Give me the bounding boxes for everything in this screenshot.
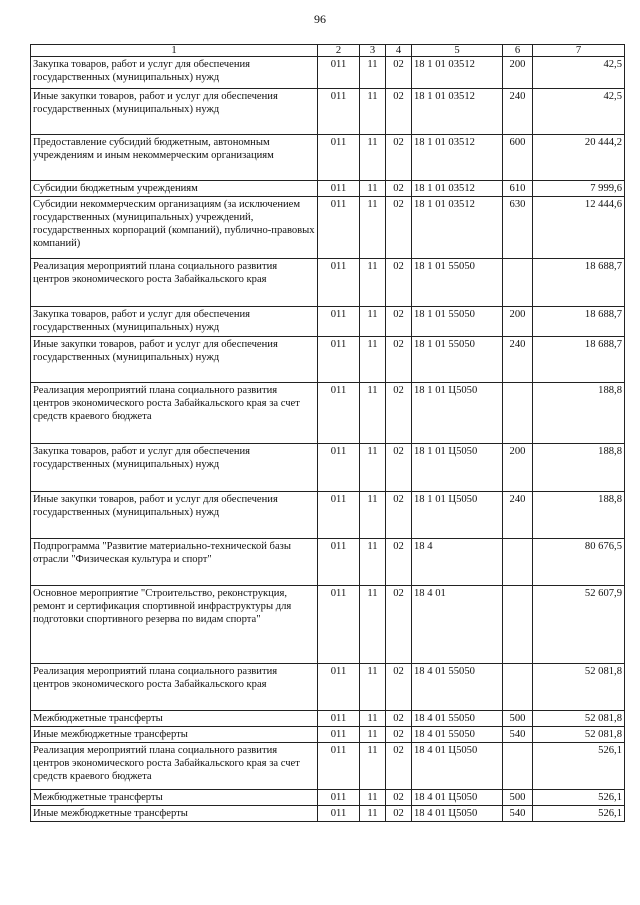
table-row — [31, 790, 625, 806]
page-number: 96 — [314, 12, 326, 26]
cell-target-article: 18 4 — [412, 539, 503, 586]
table-row — [31, 727, 625, 743]
cell-admin-code: 011 — [318, 711, 360, 727]
table-row — [31, 711, 625, 727]
cell-expense-type: 240 — [503, 89, 533, 135]
cell-expense-type: 500 — [503, 790, 533, 806]
table-row — [31, 806, 625, 822]
header-col-1: 1 — [31, 45, 318, 57]
cell-name: Межбюджетные трансферты — [31, 790, 318, 806]
cell-name: Иные межбюджетные трансферты — [31, 727, 318, 743]
cell-amount: 526,1 — [533, 806, 625, 822]
cell-section: 11 — [360, 383, 386, 444]
cell-admin-code: 011 — [318, 444, 360, 492]
cell-subsection: 02 — [386, 259, 412, 307]
cell-subsection: 02 — [386, 57, 412, 89]
cell-admin-code: 011 — [318, 135, 360, 181]
cell-target-article: 18 1 01 Ц5050 — [412, 444, 503, 492]
cell-target-article: 18 4 01 — [412, 586, 503, 664]
cell-expense-type: 540 — [503, 727, 533, 743]
cell-expense-type: 240 — [503, 337, 533, 383]
table-row — [31, 444, 625, 492]
cell-admin-code: 011 — [318, 539, 360, 586]
cell-admin-code: 011 — [318, 57, 360, 89]
cell-subsection: 02 — [386, 711, 412, 727]
cell-amount: 52 081,8 — [533, 711, 625, 727]
cell-section: 11 — [360, 711, 386, 727]
cell-expense-type: 200 — [503, 307, 533, 337]
table-row — [31, 743, 625, 790]
table-row — [31, 307, 625, 337]
cell-admin-code: 011 — [318, 727, 360, 743]
cell-subsection: 02 — [386, 743, 412, 790]
header-col-6: 6 — [503, 45, 533, 57]
cell-amount: 52 081,8 — [533, 727, 625, 743]
table-row — [31, 181, 625, 197]
cell-amount: 18 688,7 — [533, 259, 625, 307]
cell-section: 11 — [360, 307, 386, 337]
header-row — [31, 45, 625, 57]
cell-amount: 18 688,7 — [533, 307, 625, 337]
cell-section: 11 — [360, 790, 386, 806]
cell-target-article: 18 4 01 55050 — [412, 664, 503, 711]
cell-section: 11 — [360, 181, 386, 197]
cell-name: Закупка товаров, работ и услуг для обеспечения государственных (муниципальных) нужд — [31, 57, 318, 89]
cell-name: Субсидии бюджетным учреждениям — [31, 181, 318, 197]
cell-target-article: 18 1 01 55050 — [412, 259, 503, 307]
cell-amount: 12 444,6 — [533, 197, 625, 259]
cell-admin-code: 011 — [318, 664, 360, 711]
cell-admin-code: 011 — [318, 790, 360, 806]
table-row — [31, 337, 625, 383]
cell-target-article: 18 1 01 55050 — [412, 337, 503, 383]
cell-expense-type: 200 — [503, 444, 533, 492]
cell-expense-type: 540 — [503, 806, 533, 822]
table-row — [31, 383, 625, 444]
cell-expense-type — [503, 586, 533, 664]
cell-admin-code: 011 — [318, 89, 360, 135]
cell-subsection: 02 — [386, 727, 412, 743]
cell-subsection: 02 — [386, 492, 412, 539]
cell-name: Реализация мероприятий плана социального развития центров экономического роста Забайкальского края — [31, 664, 318, 711]
cell-name: Иные закупки товаров, работ и услуг для обеспечения государственных (муниципальных) нужд — [31, 89, 318, 135]
cell-section: 11 — [360, 664, 386, 711]
cell-target-article: 18 1 01 Ц5050 — [412, 492, 503, 539]
cell-subsection: 02 — [386, 664, 412, 711]
cell-section: 11 — [360, 492, 386, 539]
cell-section: 11 — [360, 259, 386, 307]
cell-subsection: 02 — [386, 197, 412, 259]
cell-subsection: 02 — [386, 539, 412, 586]
header-col-3: 3 — [360, 45, 386, 57]
cell-section: 11 — [360, 806, 386, 822]
cell-admin-code: 011 — [318, 586, 360, 664]
cell-section: 11 — [360, 539, 386, 586]
header-col-4: 4 — [386, 45, 412, 57]
cell-expense-type — [503, 259, 533, 307]
cell-subsection: 02 — [386, 307, 412, 337]
cell-name: Реализация мероприятий плана социального развития центров экономического роста Забайкальского края за счет средств краевого бюджета — [31, 743, 318, 790]
cell-section: 11 — [360, 727, 386, 743]
cell-subsection: 02 — [386, 586, 412, 664]
header-col-7: 7 — [533, 45, 625, 57]
cell-amount: 7 999,6 — [533, 181, 625, 197]
cell-target-article: 18 4 01 Ц5050 — [412, 806, 503, 822]
cell-subsection: 02 — [386, 444, 412, 492]
cell-name: Закупка товаров, работ и услуг для обеспечения государственных (муниципальных) нужд — [31, 307, 318, 337]
cell-admin-code: 011 — [318, 307, 360, 337]
cell-expense-type: 630 — [503, 197, 533, 259]
cell-target-article: 18 1 01 Ц5050 — [412, 383, 503, 444]
cell-subsection: 02 — [386, 89, 412, 135]
cell-target-article: 18 1 01 03512 — [412, 181, 503, 197]
cell-section: 11 — [360, 337, 386, 383]
cell-expense-type: 610 — [503, 181, 533, 197]
cell-section: 11 — [360, 197, 386, 259]
cell-subsection: 02 — [386, 383, 412, 444]
cell-amount: 20 444,2 — [533, 135, 625, 181]
cell-name: Реализация мероприятий плана социального развития центров экономического роста Забайкальского края за счет средств краевого бюджета — [31, 383, 318, 444]
cell-name: Субсидии некоммерческим организациям (за исключением государственных (муниципальных) учреждений, государственных корпораций (компаний), публично-правовых компаний) — [31, 197, 318, 259]
cell-amount: 188,8 — [533, 444, 625, 492]
cell-admin-code: 011 — [318, 337, 360, 383]
cell-expense-type — [503, 539, 533, 586]
cell-section: 11 — [360, 586, 386, 664]
cell-admin-code: 011 — [318, 197, 360, 259]
cell-expense-type: 240 — [503, 492, 533, 539]
cell-name: Иные межбюджетные трансферты — [31, 806, 318, 822]
cell-section: 11 — [360, 743, 386, 790]
cell-subsection: 02 — [386, 337, 412, 383]
cell-amount: 42,5 — [533, 57, 625, 89]
cell-expense-type — [503, 383, 533, 444]
header-col-5: 5 — [412, 45, 503, 57]
cell-subsection: 02 — [386, 181, 412, 197]
cell-name: Иные закупки товаров, работ и услуг для обеспечения государственных (муниципальных) нужд — [31, 337, 318, 383]
cell-section: 11 — [360, 444, 386, 492]
table-row — [31, 57, 625, 89]
cell-admin-code: 011 — [318, 492, 360, 539]
header-col-2: 2 — [318, 45, 360, 57]
cell-expense-type: 600 — [503, 135, 533, 181]
table-row — [31, 586, 625, 664]
cell-name: Закупка товаров, работ и услуг для обеспечения государственных (муниципальных) нужд — [31, 444, 318, 492]
table-row — [31, 89, 625, 135]
cell-admin-code: 011 — [318, 806, 360, 822]
cell-name: Подпрограмма "Развитие материально-технической базы отрасли "Физическая культура и спорт" — [31, 539, 318, 586]
cell-target-article: 18 1 01 55050 — [412, 307, 503, 337]
cell-amount: 526,1 — [533, 743, 625, 790]
cell-expense-type — [503, 664, 533, 711]
cell-target-article: 18 4 01 Ц5050 — [412, 790, 503, 806]
cell-target-article: 18 1 01 03512 — [412, 197, 503, 259]
table-row — [31, 492, 625, 539]
cell-expense-type — [503, 743, 533, 790]
cell-section: 11 — [360, 89, 386, 135]
cell-amount: 80 676,5 — [533, 539, 625, 586]
cell-name: Иные закупки товаров, работ и услуг для обеспечения государственных (муниципальных) нужд — [31, 492, 318, 539]
table-row — [31, 135, 625, 181]
cell-admin-code: 011 — [318, 383, 360, 444]
table-row — [31, 259, 625, 307]
cell-target-article: 18 1 01 03512 — [412, 89, 503, 135]
cell-subsection: 02 — [386, 135, 412, 181]
cell-subsection: 02 — [386, 806, 412, 822]
cell-name: Реализация мероприятий плана социального развития центров экономического роста Забайкальского края — [31, 259, 318, 307]
cell-expense-type: 500 — [503, 711, 533, 727]
cell-section: 11 — [360, 57, 386, 89]
table-row — [31, 664, 625, 711]
cell-target-article: 18 4 01 Ц5050 — [412, 743, 503, 790]
cell-expense-type: 200 — [503, 57, 533, 89]
cell-amount: 52 081,8 — [533, 664, 625, 711]
cell-name: Основное мероприятие "Строительство, реконструкция, ремонт и сертификация спортивной инфраструктуры для подготовки спортивного резерва по видам спорта" — [31, 586, 318, 664]
cell-admin-code: 011 — [318, 259, 360, 307]
cell-subsection: 02 — [386, 790, 412, 806]
cell-amount: 42,5 — [533, 89, 625, 135]
cell-admin-code: 011 — [318, 743, 360, 790]
cell-target-article: 18 1 01 03512 — [412, 135, 503, 181]
cell-name: Межбюджетные трансферты — [31, 711, 318, 727]
cell-target-article: 18 4 01 55050 — [412, 727, 503, 743]
cell-amount: 52 607,9 — [533, 586, 625, 664]
table-row — [31, 197, 625, 259]
cell-amount: 18 688,7 — [533, 337, 625, 383]
cell-amount: 526,1 — [533, 790, 625, 806]
cell-target-article: 18 4 01 55050 — [412, 711, 503, 727]
table-body — [31, 57, 625, 822]
cell-amount: 188,8 — [533, 492, 625, 539]
cell-section: 11 — [360, 135, 386, 181]
budget-table — [30, 44, 625, 822]
table-row — [31, 539, 625, 586]
cell-admin-code: 011 — [318, 181, 360, 197]
cell-target-article: 18 1 01 03512 — [412, 57, 503, 89]
cell-amount: 188,8 — [533, 383, 625, 444]
cell-name: Предоставление субсидий бюджетным, автономным учреждениям и иным некоммерческим организациям — [31, 135, 318, 181]
